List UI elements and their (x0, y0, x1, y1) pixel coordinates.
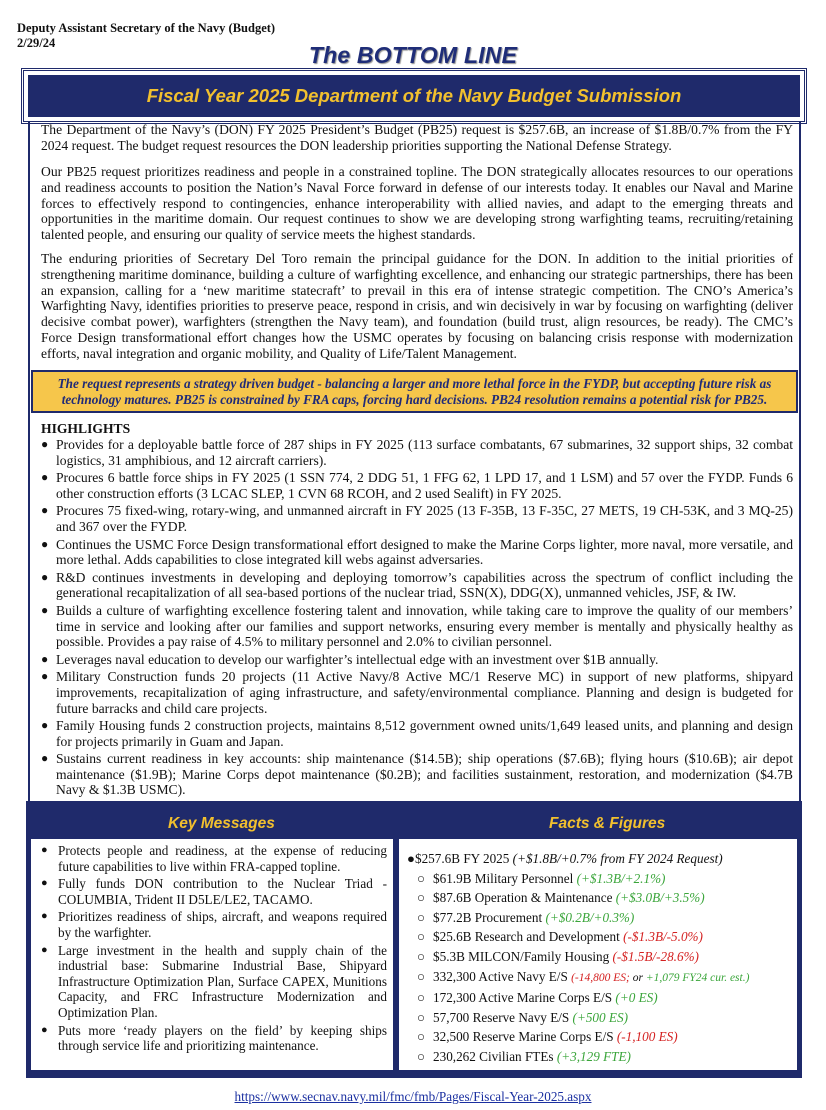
key-message-text: Prioritizes readiness of ships, aircraft, and weapons required by the warfighter. (58, 909, 387, 940)
strategy-callout: The request represents a strategy driven budget - balancing a larger and more lethal force in the FYDP, but accepting future risk as technology matures. PB25 is constrained by FRA caps, forcing hard decisions. PB24 resolution remains a potential risk for PB25. (31, 370, 798, 413)
circle-bullet-icon: ○ (417, 968, 425, 984)
bullet-icon: ● (41, 877, 48, 890)
fact-text: $77.2B Procurement (433, 909, 546, 925)
circle-bullet-icon: ○ (417, 1029, 425, 1045)
fact-delta: (+500 ES) (572, 1009, 628, 1025)
highlight-item (41, 437, 793, 468)
highlight-item (41, 718, 793, 749)
highlight-item (41, 652, 793, 668)
fact-main-text: $257.6B FY 2025 (414, 851, 513, 866)
circle-bullet-icon: ○ (417, 1009, 425, 1025)
bullet-icon: ● (41, 651, 49, 666)
bullet-icon: ● (41, 910, 48, 923)
facts-list (399, 839, 797, 1067)
circle-bullet-icon: ○ (417, 929, 425, 945)
highlight-item (41, 669, 793, 716)
fact-text: $87.6B Operation & Maintenance (433, 890, 616, 906)
intro-paragraph-3: The enduring priorities of Secretary Del Toro remain the principal guidance for the DON. In addition to the initial priorities of strengthening maritime dominance, building a culture of warfighting excellence, and enhancing our strategic partnerships, there has been an expansion, calling for a ‘new maritime statecraft’ to prevail in this era of intense strategic competition. The CNO’s America’s Warfighting Navy, identifies priorities to preserve peace, respond in crisis, and win decisively in war by focusing on warfighting (deliver decisive combat power), warfighters (strengthen the Navy team), and foundation (build trust, align resources, be ready). The CMC’s Force Design transformational effort changes how the USMC operates by focusing on balancing crisis response with modernization efforts, naval integration and organic mobility, and Quality of Life/Talent Management. (41, 251, 793, 361)
circle-bullet-icon: ○ (417, 948, 425, 964)
bullet-icon: ● (41, 470, 49, 485)
bullet-icon: ● (41, 751, 49, 766)
bullet-icon: ● (41, 437, 49, 451)
fact-item (407, 888, 791, 908)
key-message-text: Fully funds DON contribution to the Nuclear Triad - COLUMBIA, Trident II D5LE/LE2, TACAMO. (58, 876, 387, 907)
title-banner (26, 73, 802, 119)
highlights-list (41, 437, 793, 800)
circle-bullet-icon: ○ (417, 1048, 425, 1064)
fact-item (407, 967, 791, 989)
banner-title: Fiscal Year 2025 Department of the Navy Budget Submission (146, 85, 682, 106)
bullet-icon: ● (41, 536, 49, 551)
fact-item (407, 927, 791, 947)
highlight-item (41, 603, 793, 650)
highlight-text: Procures 6 battle force ships in FY 2025 (1 SSN 774, 2 DDG 51, 1 FFG 62, 1 LPD 17, and 1 LSM) and 57 over the FYDP. Funds 6 other construction efforts (3 LCAC SLEP, 1 CVN 68 RCOH, and 2 used Sealift) in FY 2025. (56, 470, 793, 501)
bullet-icon: ● (41, 844, 48, 856)
key-message-text: Puts more ‘ready players on the field’ by keeping ships through service life and prioritizing maintenance. (58, 1022, 387, 1054)
fact-delta: (+3,129 FTE) (556, 1048, 631, 1064)
fact-delta-extra: +1,079 FY24 cur. est.) (645, 971, 750, 984)
key-messages-title: Key Messages (168, 815, 275, 832)
fact-delta: (-$1.3B/-5.0%) (623, 929, 703, 945)
footer-link[interactable]: https://www.secnav.navy.mil/fmc/fmb/Pages/Fiscal-Year-2025.aspx (234, 1089, 592, 1104)
highlight-item (41, 470, 793, 501)
highlight-text: Provides for a deployable battle force of 287 ships in FY 2025 (113 surface combatants, 67 submarines, 32 support ships, 32 combat logistics, 31 amphibious, and 12 aircraft carriers). (56, 437, 793, 468)
fact-text: $61.9B Military Personnel (433, 870, 577, 886)
facts-title: Facts & Figures (549, 815, 666, 832)
key-message-item (41, 843, 387, 874)
bullet-icon: ● (41, 943, 48, 956)
bullet-icon: ● (407, 851, 415, 866)
fact-delta: (+0 ES) (615, 990, 658, 1006)
fact-text: $25.6B Research and Development (433, 929, 624, 945)
highlights-title: HIGHLIGHTS (41, 421, 131, 436)
fact-item (407, 1008, 791, 1028)
fact-item (407, 947, 791, 967)
circle-bullet-icon: ○ (417, 909, 425, 925)
fact-main-delta: (+$1.8B/+0.7% from FY 2024 Request) (512, 851, 723, 866)
highlight-text: R&D continues investments in developing and deploying tomorrow’s capabilities across the spectrum of conflict including the generational recapitalization of all sea-based portions of the nuclear triad, SSN(X), DDG(X), unmanned vehicles, JSF, & IW. (56, 569, 793, 601)
fact-text: 57,700 Reserve Navy E/S (433, 1009, 573, 1025)
highlight-text: Military Construction funds 20 projects (11 Active Navy/8 Active MC/1 Reserve MC) in support of new platforms, shipyard improvements, recapitalization of aging infrastructure, and safety/environmental compliance. Planning and design is budgeted for future barracks and child care projects. (56, 669, 793, 716)
fact-delta: (-14,800 ES; (571, 971, 630, 984)
key-messages-panel (31, 839, 393, 1070)
fact-delta: (+$0.2B/+0.3%) (545, 909, 635, 925)
bullet-icon: ● (41, 602, 49, 617)
key-message-item (41, 943, 387, 1021)
fact-item (407, 1027, 791, 1047)
highlight-item (41, 503, 793, 534)
circle-bullet-icon: ○ (417, 990, 425, 1006)
key-message-item (41, 909, 387, 940)
highlight-text: Family Housing funds 2 construction projects, maintains 8,512 government owned units/1,649 leased units, and planning and design for projects primarily in Guam and Japan. (56, 718, 793, 749)
bullet-icon: ● (41, 503, 49, 518)
fact-item (407, 988, 791, 1008)
key-message-text: Large investment in the health and supply chain of the industrial base: Submarine Industrial Base, Shipyard Infrastructure Optimization Plan, Surface CAPEX, Munitions Capacity, and FRC Infrastructure Modernization and Optimization Plan. (58, 942, 387, 1020)
intro-paragraph-2: Our PB25 request prioritizes readiness and people in a constrained topline. The DON strategically allocates resources to our operations and readiness accounts to position the Nation’s Naval Force forward in defense of our interests today. It enables our Naval and Marine forces to effectively respond to contingencies, enhance interoperability with allied navies, and adapt to the emerging threats and opportunities in the maritime domain. Our request continues to show we are developing strong warfighting teams, recruiting/retaining talented people, and ensuring our quality of service meets the highest standards. (41, 164, 793, 243)
key-messages-list (31, 839, 393, 1054)
bullet-icon: ● (41, 718, 49, 733)
fact-delta-or: or (629, 971, 646, 984)
fact-item (407, 908, 791, 928)
fact-item (407, 869, 791, 889)
circle-bullet-icon: ○ (417, 890, 425, 906)
fact-text: 172,300 Active Marine Corps E/S (433, 990, 616, 1006)
page-title: The BOTTOM LINE (308, 42, 518, 68)
fact-delta: (-$1.5B/-28.6%) (612, 948, 699, 964)
highlight-text: Procures 75 fixed-wing, rotary-wing, and unmanned aircraft in FY 2025 (13 F-35B, 13 F-35C, 27 METS, 19 CH-53K, and 3 MQ-25) and 367 over the FYDP. (56, 503, 793, 534)
highlight-item (41, 570, 793, 601)
fact-text: 32,500 Reserve Marine Corps E/S (433, 1029, 617, 1045)
bullet-icon: ● (41, 569, 49, 584)
fact-text: $5.3B MILCON/Family Housing (433, 948, 613, 964)
highlight-text: Sustains current readiness in key accounts: ship maintenance ($14.5B); ship operations ($7.6B); flying hours ($10.6B); air depot maintenance ($1.9B); Marine Corps depot maintenance ($0.2B); and facilities sustainment, restoration, and modernization ($4.7B Navy & $1.3B USMC). (56, 751, 793, 798)
circle-bullet-icon: ○ (417, 870, 425, 886)
report-date: 2/29/24 (17, 36, 56, 50)
fact-delta: (-1,100 ES) (616, 1029, 678, 1045)
fact-text: 230,262 Civilian FTEs (433, 1048, 557, 1064)
bullet-icon: ● (41, 1023, 48, 1036)
key-message-item (41, 1023, 387, 1054)
intro-paragraph-1: The Department of the Navy’s (DON) FY 2025 President’s Budget (PB25) request is $257.6B, an increase of $1.8B/0.7% from the FY 2024 request. The budget request resources the DON leadership priorities supporting the National Defense Strategy. (41, 122, 793, 153)
highlight-text: Continues the USMC Force Design transformational effort designed to make the Marine Corps lighter, more naval, more versatile, and more lethal. Adds capabilities to close integrated kill webs against adversaries. (56, 536, 793, 568)
org-name: Deputy Assistant Secretary of the Navy (Budget) (17, 21, 276, 35)
highlight-item (41, 537, 793, 568)
key-message-item (41, 876, 387, 907)
key-message-text: Protects people and readiness, at the expense of reducing future capabilities to live within FRA-capped topline. (58, 843, 387, 874)
highlight-text: Builds a culture of warfighting excellence fostering talent and innovation, while taking care to improve the quality of our members’ time in service and looking after our families and support networks, ensuring every member is mentally and physically healthy as possible. Provides a pay raise of 4.5% to military personnel and 2.0% to civilian personnel. (56, 602, 793, 650)
bullet-icon: ● (41, 669, 49, 684)
highlight-item (41, 751, 793, 798)
fact-main (407, 849, 791, 869)
fact-delta: (+$1.3B/+2.1%) (576, 870, 666, 886)
fact-item (407, 1047, 791, 1067)
fact-delta: (+$3.0B/+3.5%) (615, 890, 705, 906)
highlight-text: Leverages naval education to develop our warfighter’s intellectual edge with an investment over $1B annually. (56, 651, 659, 667)
facts-panel (399, 839, 797, 1070)
fact-text: 332,300 Active Navy E/S (433, 968, 572, 984)
